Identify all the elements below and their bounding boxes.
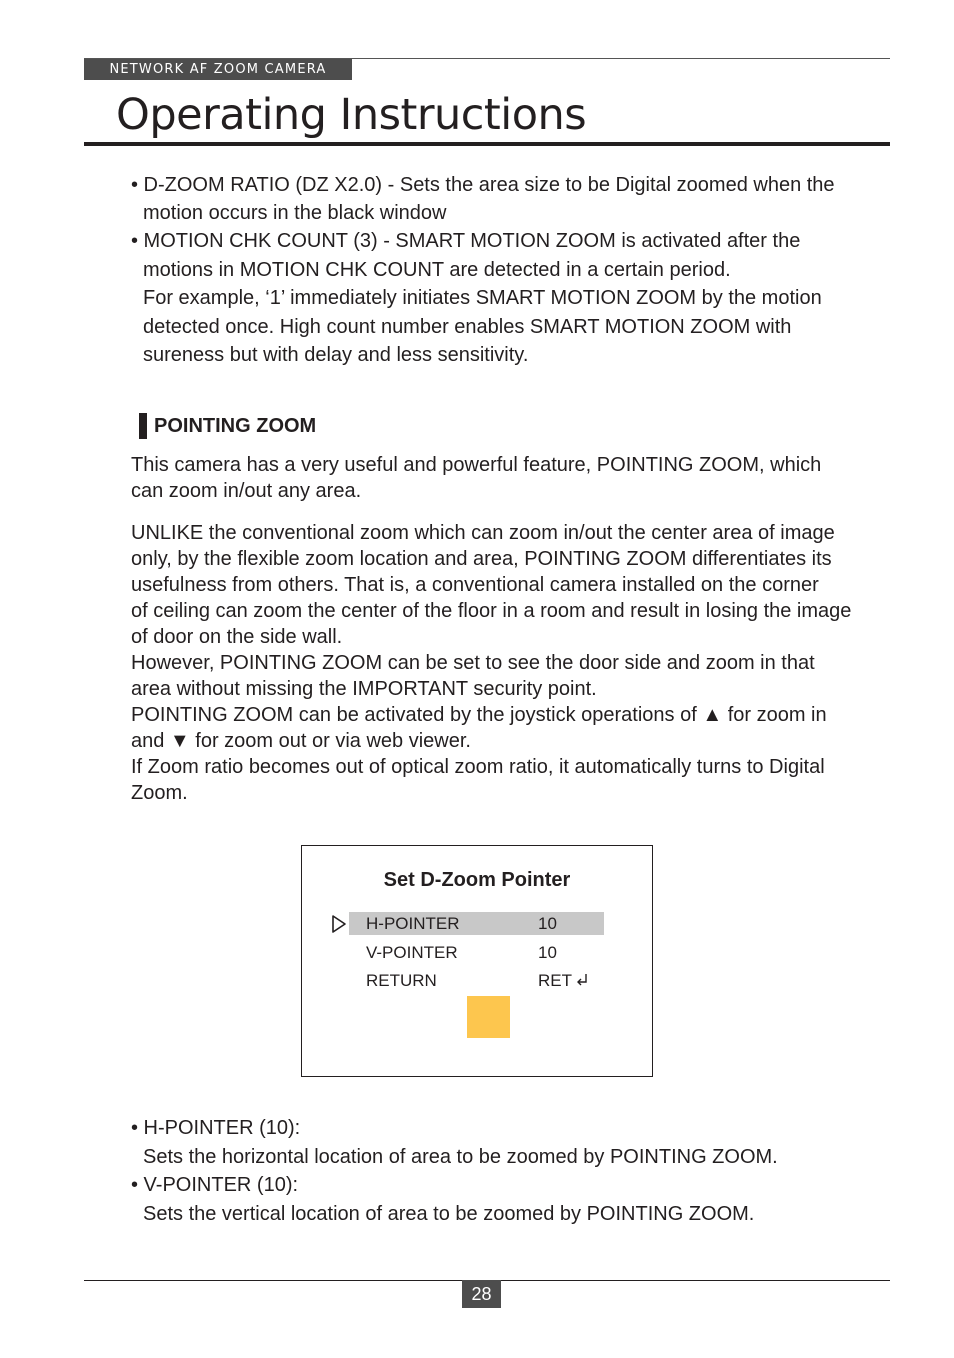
bullet-v-pointer: • V-POINTER (10):	[131, 1174, 299, 1196]
para2-line: If Zoom ratio becomes out of optical zoom ratio, it automatically turns to Digital	[131, 756, 825, 778]
bullet-motion-chk-count: • MOTION CHK COUNT (3) - SMART MOTION ZOOM is activated after the	[131, 230, 801, 252]
para1-line: can zoom in/out any area.	[131, 480, 362, 502]
para2-line: of door on the side wall.	[131, 626, 343, 648]
section-title: POINTING ZOOM	[154, 415, 317, 437]
osd-row-return-label[interactable]: RETURN	[366, 971, 437, 990]
return-arrow-icon	[575, 972, 589, 988]
bullet-motion-example: For example, ‘1’ immediately initiates SMART MOTION ZOOM by the motion	[143, 287, 822, 309]
bullet-motion-chk-count-cont: motions in MOTION CHK COUNT are detected in a certain period.	[143, 259, 731, 281]
bullet-h-pointer-desc: Sets the horizontal location of area to be zoomed by POINTING ZOOM.	[143, 1146, 778, 1168]
bullet-h-pointer: • H-POINTER (10):	[131, 1117, 301, 1139]
para2-line: area without missing the IMPORTANT security point.	[131, 678, 597, 700]
para1-line: This camera has a very useful and powerful feature, POINTING ZOOM, which	[131, 454, 822, 476]
osd-row-v-pointer-label[interactable]: V-POINTER	[366, 943, 458, 962]
para2-line: only, by the flexible zoom location and area, POINTING ZOOM differentiates its	[131, 548, 832, 570]
para2-line: usefulness from others. That is, a conventional camera installed on the corner	[131, 574, 819, 596]
para2-line: of ceiling can zoom the center of the floor in a room and result in losing the image	[131, 600, 852, 622]
bullet-v-pointer-desc: Sets the vertical location of area to be zoomed by POINTING ZOOM.	[143, 1203, 755, 1225]
para2-line: POINTING ZOOM can be activated by the joystick operations of ▲ for zoom in	[131, 704, 827, 726]
zoom-pointer-marker	[467, 996, 510, 1038]
bullet-dzoom-ratio: • D-ZOOM RATIO (DZ X2.0) - Sets the area size to be Digital zoomed when the	[131, 174, 835, 196]
page-title: Operating Instructions	[116, 90, 587, 140]
header-tag: NETWORK AF ZOOM CAMERA	[84, 59, 352, 80]
osd-row-return-value: RET	[538, 971, 572, 990]
osd-menu-title: Set D-Zoom Pointer	[383, 869, 571, 891]
osd-row-h-pointer-value: 10	[538, 914, 557, 933]
title-rule	[84, 142, 890, 146]
para2-line: and ▼ for zoom out or via web viewer.	[131, 730, 471, 752]
bullet-motion-example-cont: detected once. High count number enables SMART MOTION ZOOM with	[143, 316, 792, 338]
osd-row-v-pointer-value: 10	[538, 943, 557, 962]
osd-row-h-pointer-label[interactable]: H-POINTER	[366, 914, 460, 933]
para2-line: UNLIKE the conventional zoom which can zoom in/out the center area of image	[131, 522, 835, 544]
page-number: 28	[462, 1280, 501, 1308]
bullet-dzoom-ratio-cont: motion occurs in the black window	[143, 202, 447, 224]
para2-line: Zoom.	[131, 782, 188, 804]
para2-line: However, POINTING ZOOM can be set to see the door side and zoom in that	[131, 652, 815, 674]
cursor-arrow-icon	[331, 914, 349, 934]
section-marker	[139, 413, 147, 439]
bullet-motion-example-end: sureness but with delay and less sensitivity.	[143, 344, 529, 366]
